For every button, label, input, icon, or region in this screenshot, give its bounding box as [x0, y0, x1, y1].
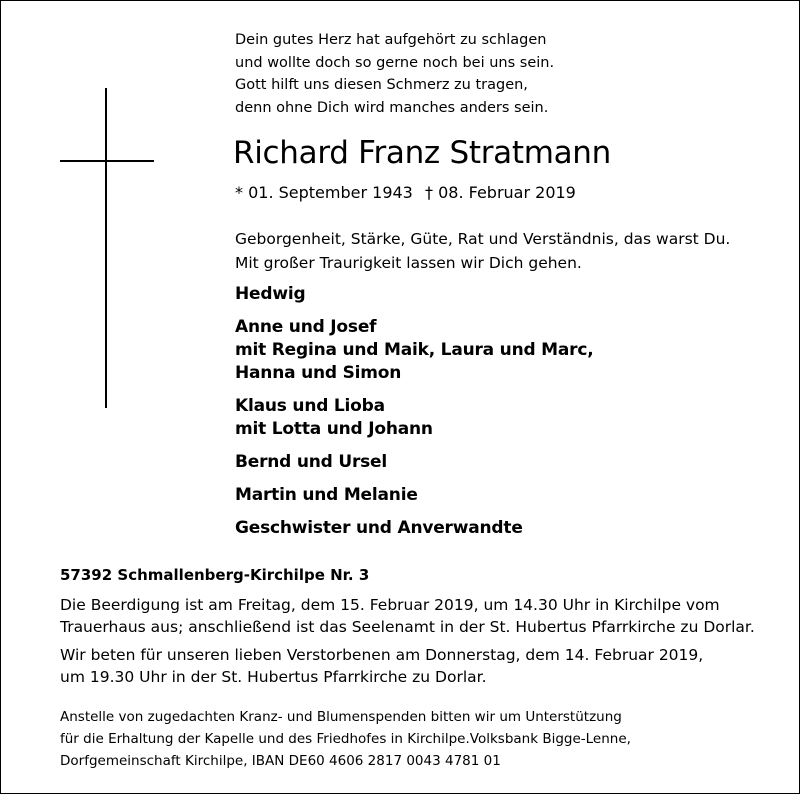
mourner-line: mit Lotta und Johann [235, 419, 433, 439]
mourner-line: Hanna und Simon [235, 363, 402, 383]
prayer-line: Wir beten für unseren lieben Verstorbenen am Donnerstag, dem 14. Februar 2019, [60, 646, 704, 664]
birth-date: * 01. September 1943 [235, 183, 413, 202]
tribute-quote [235, 227, 730, 275]
quote-line: Geborgenheit, Stärke, Güte, Rat und Verständnis, das warst Du. [235, 230, 731, 248]
mourner-line: Hedwig [235, 284, 306, 304]
mourner-group [235, 283, 593, 306]
mourner-line: mit Regina und Maik, Laura und Marc, [235, 340, 594, 360]
life-dates [235, 181, 576, 205]
poem [235, 29, 554, 119]
mourner-group [235, 484, 593, 507]
death-date: † 08. Februar 2019 [425, 183, 576, 202]
family-address: 57392 Schmallenberg-Kirchilpe Nr. 3 [60, 566, 370, 584]
funeral-info [60, 594, 755, 694]
mourner-group [235, 395, 593, 441]
poem-line: und wollte doch so gerne noch bei uns sein. [235, 54, 555, 71]
mourner-group [235, 517, 593, 540]
donation-line: Anstelle von zugedachten Kranz- und Blumenspenden bitten wir um Unterstützung [60, 709, 622, 725]
mourner-line: Geschwister und Anverwandte [235, 518, 523, 538]
deceased-name: Richard Franz Stratmann [233, 135, 611, 171]
poem-line: Gott hilft uns diesen Schmerz zu tragen, [235, 77, 528, 93]
donation-note [60, 706, 631, 772]
prayer-paragraph [60, 644, 755, 688]
donation-line: für die Erhaltung der Kapelle und des Friedhofes in Kirchilpe.Volksbank Bigge-Lenne, [60, 731, 631, 747]
burial-paragraph [60, 594, 755, 638]
mourners-list [235, 283, 593, 550]
cross-vertical-bar [105, 88, 107, 408]
poem-line: Dein gutes Herz hat aufgehört zu schlagen [235, 32, 547, 48]
mourner-line: Anne und Josef [235, 317, 377, 337]
mourner-group [235, 451, 593, 474]
mourner-group [235, 316, 593, 385]
mourner-line: Klaus und Lioba [235, 396, 385, 416]
prayer-line: um 19.30 Uhr in der St. Hubertus Pfarrkirche zu Dorlar. [60, 668, 487, 686]
donation-line: Dorfgemeinschaft Kirchilpe, IBAN DE60 4606 2817 0043 4781 01 [60, 753, 501, 769]
mourner-line: Bernd und Ursel [235, 452, 388, 472]
poem-line: denn ohne Dich wird manches anders sein. [235, 99, 549, 116]
burial-line: Trauerhaus aus; anschließend ist das Seelenamt in der St. Hubertus Pfarrkirche zu Dorlar. [60, 618, 755, 636]
cross-horizontal-bar [60, 160, 154, 162]
mourner-line: Martin und Melanie [235, 485, 418, 505]
burial-line: Die Beerdigung ist am Freitag, dem 15. Februar 2019, um 14.30 Uhr in Kirchilpe vom [60, 596, 720, 614]
quote-line: Mit großer Traurigkeit lassen wir Dich gehen. [235, 254, 582, 272]
